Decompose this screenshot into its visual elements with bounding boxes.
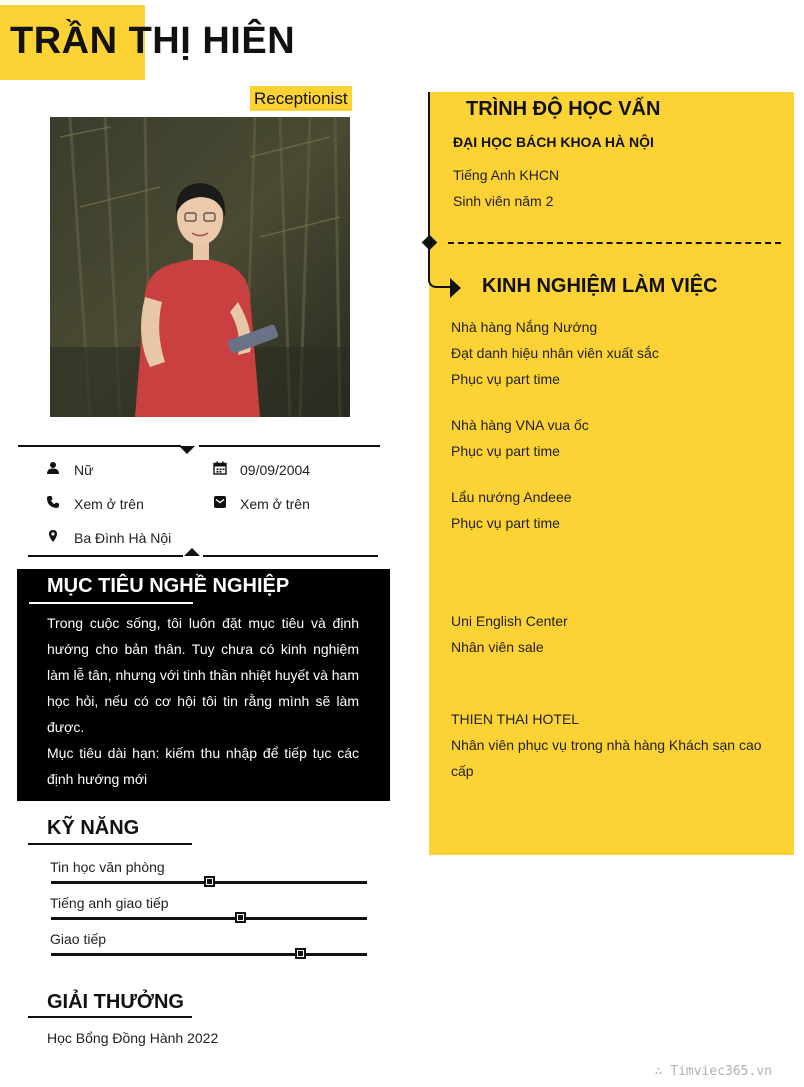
phone-icon: [46, 495, 60, 509]
location-pin-icon: [46, 529, 60, 543]
birthday-value: 09/09/2004: [240, 462, 311, 478]
skill-level-knob: [204, 876, 215, 887]
experience-detail: Nhân viên phục vụ trong nhà hàng Khách sạn cao: [451, 737, 762, 753]
experience-detail: Phục vụ part time: [451, 371, 560, 387]
education-school: ĐẠI HỌC BÁCH KHOA HÀ NỘI: [453, 134, 654, 150]
experience-company: Nhà hàng VNA vua ốc: [451, 417, 589, 433]
education-status: Sinh viên năm 2: [453, 193, 554, 209]
experience-company: Lẩu nướng Andeee: [451, 489, 572, 505]
experience-detail: Đạt danh hiệu nhân viên xuất sắc: [451, 345, 659, 361]
user-icon: [46, 461, 60, 475]
objective-text: [47, 610, 359, 792]
contact-top-divider-right: [199, 445, 380, 447]
objective-title-underline: [29, 602, 193, 604]
objective-paragraph: Trong cuộc sống, tôi luôn đặt mục tiêu và định hướng cho bản thân. Tuy chưa có kinh nghiệm làm lễ tân, nhưng với tinh thần nhiệt huyết và ham học hỏi, nếu có cơ hội tôi tin rằng mình sẽ làm được.: [47, 615, 359, 735]
experience-title: KINH NGHIỆM LÀM VIỆC: [482, 275, 718, 297]
experience-detail: cấp: [451, 763, 474, 779]
timeline-arrow-icon: [450, 278, 461, 298]
skill-bar-track: [51, 953, 367, 956]
contact-top-pointer: [179, 446, 195, 454]
skill-level-knob: [235, 912, 246, 923]
objective-title: MỤC TIÊU NGHỀ NGHIỆP: [47, 575, 290, 597]
education-title: TRÌNH ĐỘ HỌC VẤN: [466, 98, 661, 120]
awards-title-underline: [28, 1016, 192, 1018]
skill-name: Giao tiếp: [50, 931, 107, 947]
contact-bottom-divider-right: [203, 555, 378, 557]
candidate-name: TRẦN THỊ HIÊN: [10, 20, 296, 62]
watermark: ∴ Timviec365.vn: [654, 1064, 772, 1079]
objective-paragraph: Mục tiêu dài hạn: kiếm thu nhập để tiếp tục các định hướng mới: [47, 745, 359, 787]
profile-photo-illustration: [50, 117, 350, 417]
experience-company: THIEN THAI HOTEL: [451, 711, 580, 727]
email-icon: [213, 495, 227, 509]
contact-bottom-divider-left: [28, 555, 183, 557]
skill-name: Tin học văn phòng: [50, 859, 165, 875]
experience-company: Nhà hàng Nắng Nướng: [451, 319, 598, 335]
contact-bottom-pointer: [184, 548, 200, 556]
skills-title-underline: [28, 843, 192, 845]
contact-top-divider-left: [18, 445, 181, 447]
award-item: Học Bổng Đồng Hành 2022: [47, 1030, 219, 1046]
skills-title: KỸ NĂNG: [47, 817, 140, 839]
timeline-elbow-line: [428, 270, 452, 288]
section-dashed-divider: [448, 242, 781, 244]
email-value[interactable]: Xem ở trên: [240, 496, 310, 512]
education-major: Tiếng Anh KHCN: [453, 167, 560, 183]
skill-name: Tiếng anh giao tiếp: [50, 895, 169, 911]
job-title: Receptionist: [250, 86, 352, 111]
experience-detail: Phục vụ part time: [451, 443, 560, 459]
experience-company: Uni English Center: [451, 613, 568, 629]
profile-photo: [50, 117, 350, 417]
gender-value: Nữ: [74, 462, 94, 478]
experience-detail: Phục vụ part time: [451, 515, 560, 531]
calendar-icon: [213, 461, 227, 475]
skill-bar-track: [51, 917, 367, 920]
phone-value[interactable]: Xem ở trên: [74, 496, 144, 512]
address-value: Ba Đình Hà Nội: [74, 530, 172, 546]
experience-detail: Nhân viên sale: [451, 639, 544, 655]
skill-level-knob: [295, 948, 306, 959]
awards-title: GIẢI THƯỞNG: [47, 991, 184, 1013]
